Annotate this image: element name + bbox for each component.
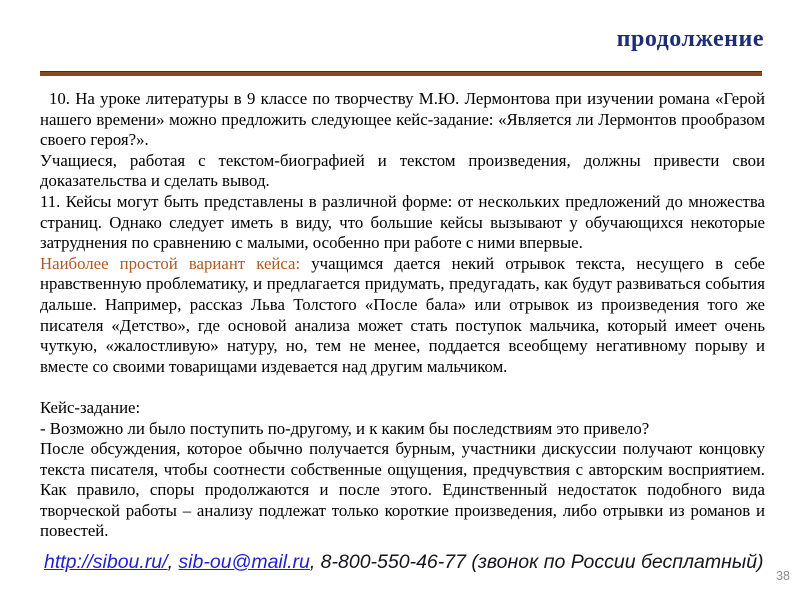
slide-footer: [44, 551, 784, 574]
paragraph-item-10: 10. На уроке литературы в 9 классе по творчеству М.Ю. Лермонтова при изучении романа «Герой нашего времени» можно предложить следующее кейс-задание: «Является ли Лермонтов прообразом своего героя?».: [40, 89, 765, 150]
email-link[interactable]: sib-ou@mail.ru: [178, 551, 310, 573]
footer-phone-text: , 8-800-550-46-77 (звонок по России бесплатный): [309, 551, 764, 573]
paragraph-item-11: 11. Кейсы могут быть представлены в различной форме: от нескольких предложений до множества страниц. Однако следует иметь в виду, что большие кейсы вызывают у обучающихся некоторые затруднения по сравнению с малыми, особенно при работе с ними впервые.: [40, 191, 765, 253]
header-divider: [40, 71, 762, 76]
footer-separator: ,: [167, 551, 179, 573]
page-number: 38: [776, 569, 790, 583]
paragraph-simple-case-text: учащимся дается некий отрывок текста, несущего в себе нравственную проблематику, и предлагается придумать, предугадать, как будут развиваться события дальше. Например, рассказ Льва Толстого «После бала» или отрывок из произведения того же писателя «Детство», где основой анализа может стать поступок мальчика, который имеет очень чуткую, «жалостливую» натуру, но, тем не менее, поддается всеобщему негативному порыву и вместе со своими товарищами издевается над другим мальчиком.: [40, 253, 766, 376]
paragraph-students-task: Учащиеся, работая с текстом-биографией и текстом произведения, должны привести свои доказательства и сделать вывод.: [40, 150, 765, 191]
paragraph-case-task-label: Кейс-задание:: [40, 397, 141, 417]
paragraph-simple-case: [40, 254, 765, 378]
slide-body: [40, 89, 765, 542]
slide-title: продолжение: [616, 26, 764, 52]
paragraph-discussion: После обсуждения, которое обычно получается бурным, участники дискуссии получают концовку текста писателя, чтобы соотнести собственные ощущения, предчувствия с авторским восприятием. Как правило, споры продолжаются и после этого. Единственный недостаток подобного вида творческой работы – анализу подлежат только короткие произведения, либо отрывки из романов и повестей.: [40, 439, 765, 541]
website-link[interactable]: http://sibou.ru/: [44, 551, 168, 573]
paragraph-case-task-question: - Возможно ли было поступить по-другому, и к каким бы последствиям это привело?: [40, 418, 650, 438]
highlight-simple-case-label: Наиболее простой вариант кейса:: [40, 253, 301, 273]
